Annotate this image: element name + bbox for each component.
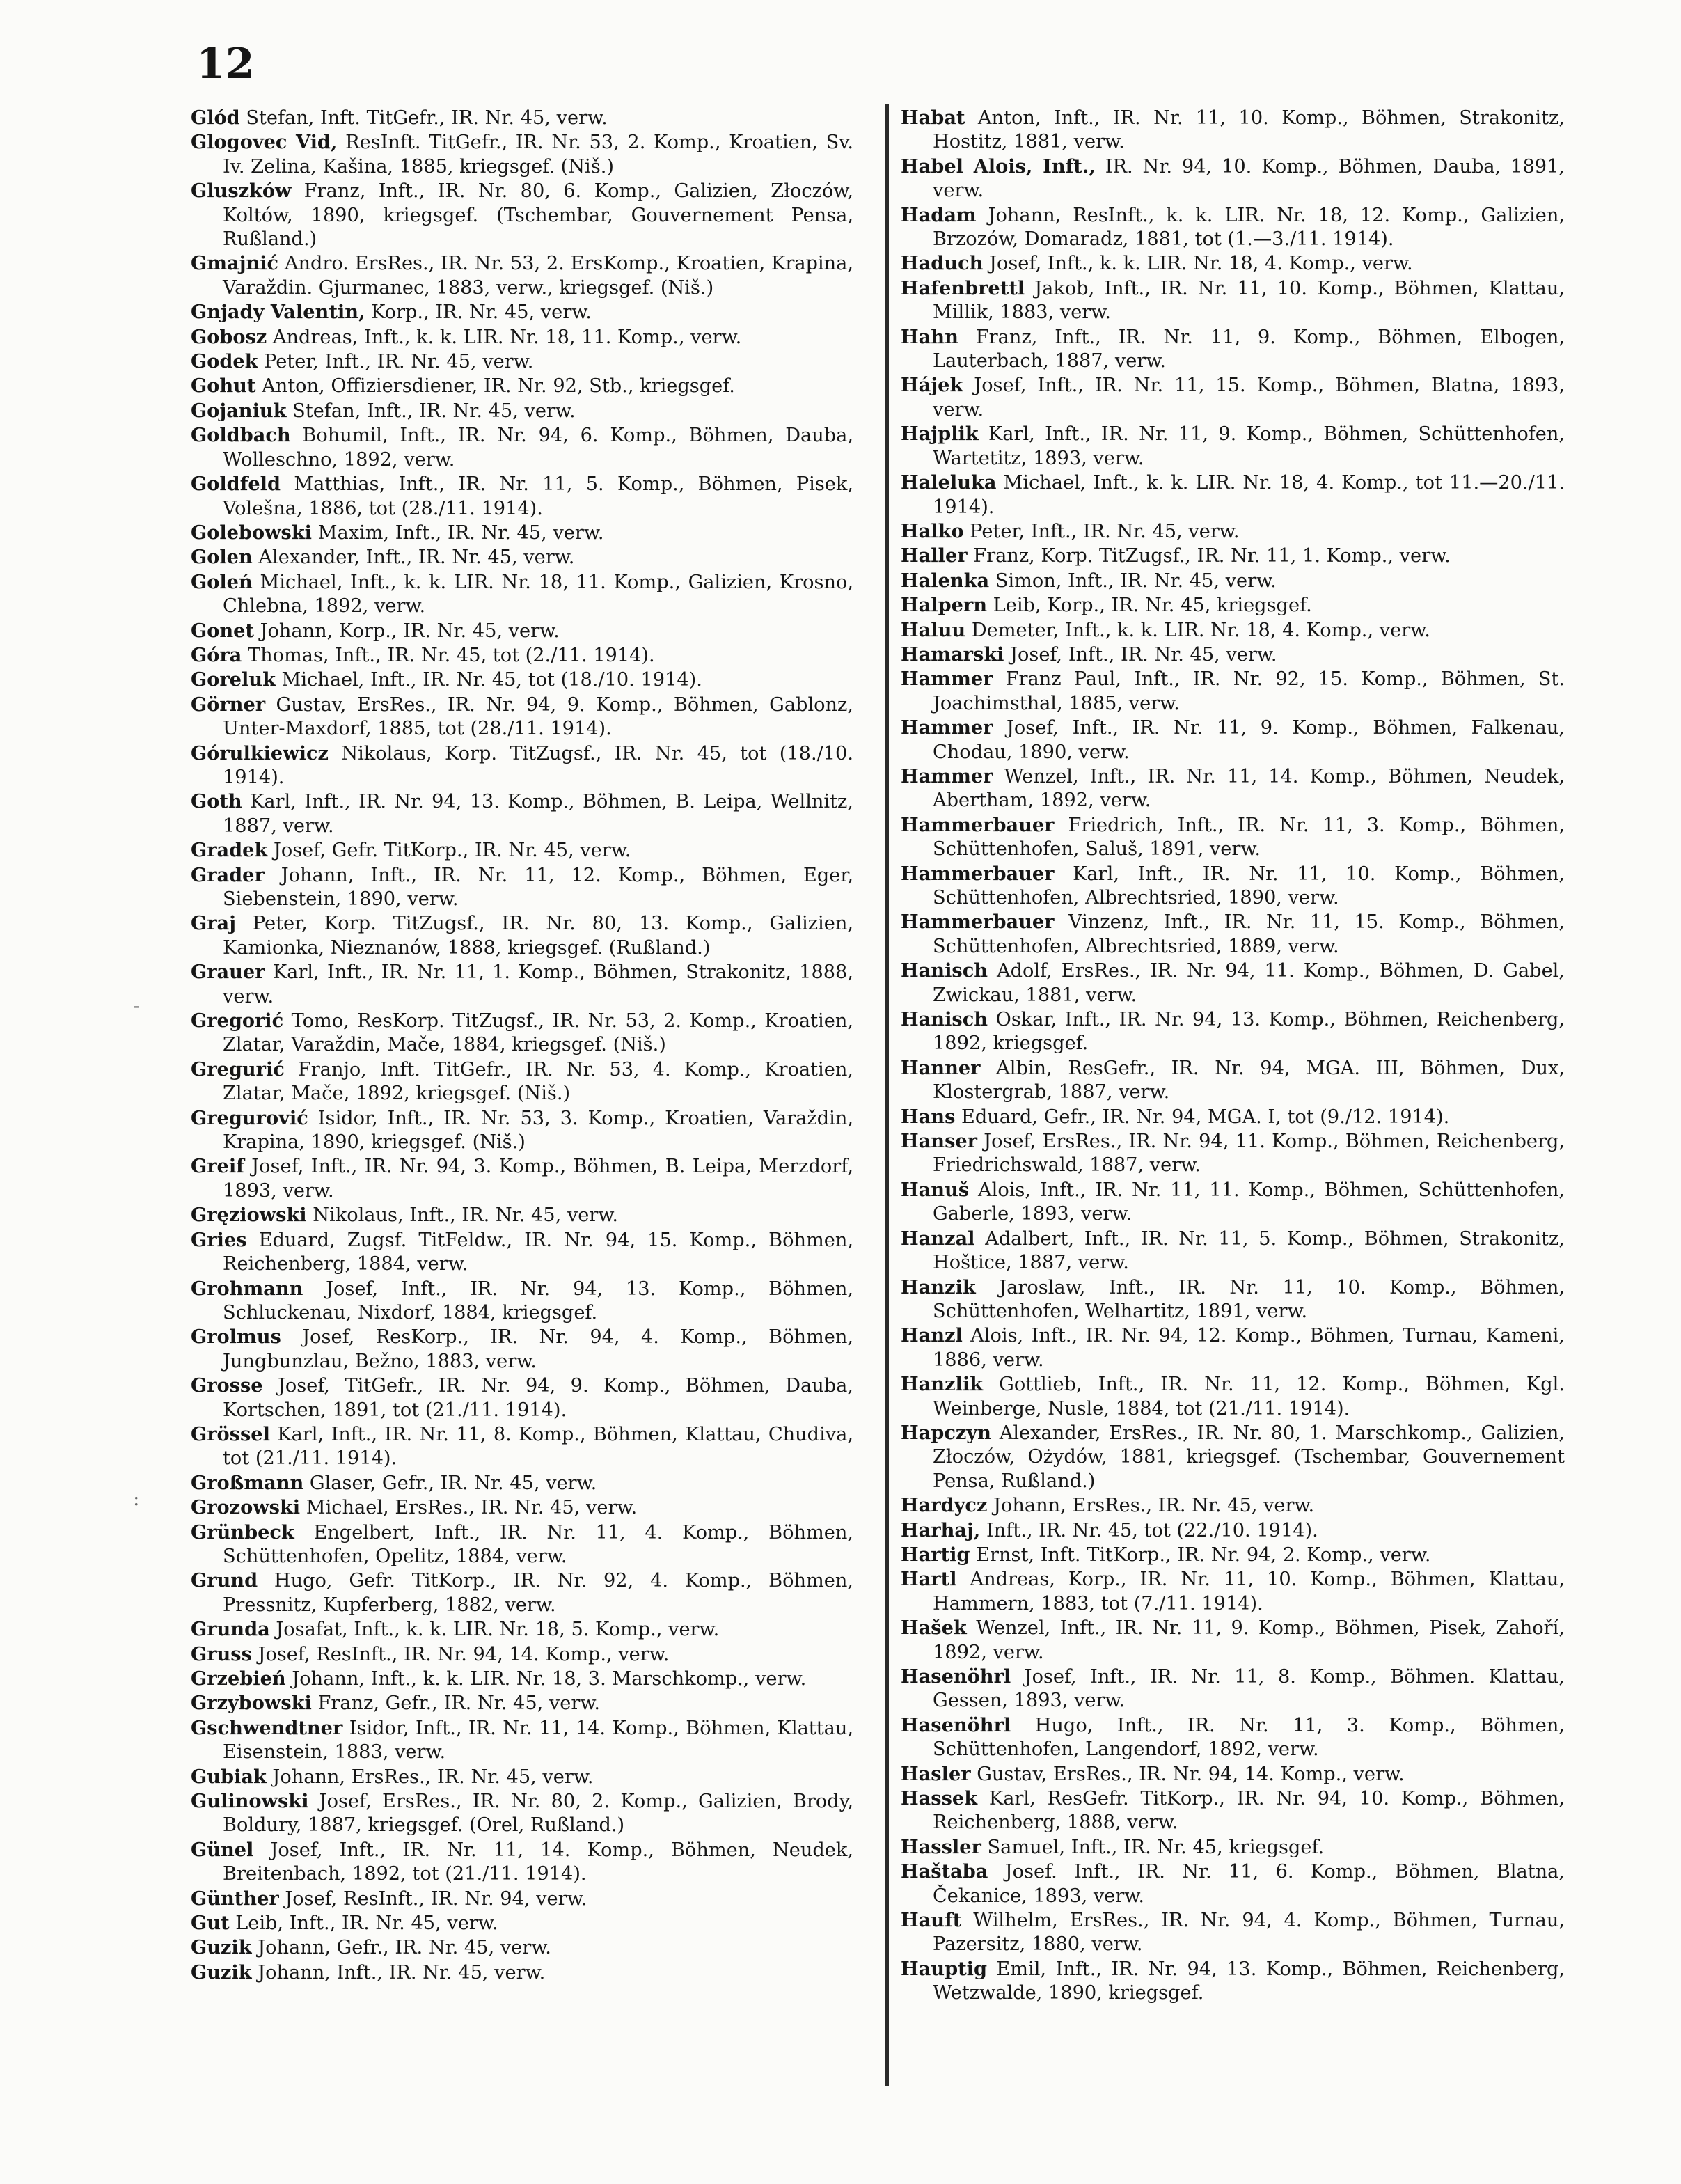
entry-details: Eduard, Zugsf. TitFeldw., IR. Nr. 94, 15. Komp., Böhmen, Reichenberg, 1884, verw. [223, 1229, 853, 1275]
entry-details: Johann, ResInft., k. k. LIR. Nr. 18, 12. Komp., Galizien, Brzozów, Domaradz, 1881, tot (1.—3./11. 1914). [933, 204, 1565, 251]
entry-surname: Hamarski [901, 643, 1004, 666]
entry-details: Karl, Inft., IR. Nr. 11, 8. Komp., Böhmen, Klattau, Chudiva, tot (21./11. 1914). [223, 1423, 853, 1470]
register-entry [901, 276, 1565, 325]
entry-details: Michael, ErsRes., IR. Nr. 45, verw. [300, 1497, 638, 1519]
entry-surname: Hahn [901, 325, 958, 348]
entry-surname: Gradek [191, 839, 268, 862]
entry-details: Josef, Inft., IR. Nr. 11, 14. Komp., Böhmen, Neudek, Breitenbach, 1892, tot (21./11. 1914). [223, 1839, 853, 1885]
register-entry [191, 1325, 853, 1374]
register-entry [191, 1277, 853, 1326]
register-entry [191, 1569, 853, 1617]
register-entry [901, 618, 1565, 643]
register-entry [901, 422, 1565, 471]
entry-surname: Hassler [901, 1835, 981, 1858]
register-entry [901, 1275, 1565, 1324]
register-entry [191, 1521, 853, 1569]
entry-surname: Grauer [191, 961, 265, 984]
entry-surname: Godek [191, 350, 258, 373]
entry-details: Franz, Inft., IR. Nr. 80, 6. Komp., Galizien, Złoczów, Koltów, 1890, kriegsgef. (Tschembar, Gouvernement Pensa, Rußland.) [223, 180, 853, 251]
entry-details: Eduard, Gefr., IR. Nr. 94, MGA. I, tot (9./12. 1914). [955, 1106, 1450, 1128]
entry-surname: Goreluk [191, 668, 276, 691]
register-entry [901, 1323, 1565, 1372]
register-entry [191, 1058, 853, 1106]
entry-details: Andro. ErsRes., IR. Nr. 53, 2. ErsKomp., Kroatien, Krapina, Varaždin. Gjurmanec, 1883, verw., kriegsgef. (Niš.) [223, 253, 853, 299]
entry-details: Engelbert, Inft., IR. Nr. 11, 4. Komp., Böhmen, Schüttenhofen, Opelitz, 1884, verw. [223, 1521, 853, 1567]
entry-surname: Hasler [901, 1762, 971, 1785]
register-entry [191, 1106, 853, 1155]
entry-surname: Halenka [901, 569, 990, 592]
margin-mark-bottom: : [133, 1487, 140, 1510]
entry-surname: Habel Alois, Inft., [901, 155, 1096, 178]
entry-surname: Hammer [901, 764, 993, 787]
entry-surname: Gregurić [191, 1058, 285, 1081]
entry-details: Michael, Inft., IR. Nr. 45, tot (18./10. 1914). [275, 669, 702, 691]
entry-details: Johann, Inft., IR. Nr. 11, 12. Komp., Böhmen, Eger, Siebenstein, 1890, verw. [223, 864, 853, 910]
entry-details: Josef, ResInft., IR. Nr. 94, verw. [278, 1887, 587, 1910]
entry-details: Josef. Inft., IR. Nr. 11, 6. Komp., Böhmen, Blatna, Čekanice, 1893, verw. [933, 1861, 1565, 1907]
entry-details: Leib, Inft., IR. Nr. 45, verw. [229, 1912, 498, 1935]
entry-surname: Hanser [901, 1130, 977, 1153]
register-entry [191, 1716, 853, 1765]
register-entry [901, 1178, 1565, 1227]
register-entry [191, 1617, 853, 1642]
register-entry [191, 911, 853, 960]
entry-surname: Grünbeck [191, 1521, 294, 1543]
entry-surname: Gruss [191, 1642, 252, 1665]
entry-surname: Gonet [191, 619, 254, 642]
register-entry [191, 838, 853, 863]
entry-surname: Hasenöhrl [901, 1713, 1011, 1736]
entry-surname: Górulkiewicz [191, 741, 329, 764]
entry-surname: Hanisch [901, 1008, 988, 1031]
entry-surname: Hájek [901, 374, 963, 397]
entry-details: Maxim, Inft., IR. Nr. 45, verw. [312, 521, 604, 544]
entry-surname: Hanuš [901, 1178, 970, 1201]
entry-surname: Gulinowski [191, 1790, 309, 1813]
register-entry [901, 373, 1565, 422]
register-entry [191, 1935, 853, 1960]
register-entry [191, 545, 853, 569]
register-entry [191, 1422, 853, 1471]
register-entry [901, 593, 1565, 618]
entry-details: Thomas, Inft., IR. Nr. 45, tot (2./11. 1914). [242, 644, 655, 666]
register-entry [901, 1786, 1565, 1835]
entry-details: Hugo, Inft., IR. Nr. 11, 3. Komp., Böhmen, Schüttenhofen, Langendorf, 1892, verw. [933, 1714, 1565, 1761]
register-entry [901, 1762, 1565, 1786]
entry-details: Gustav, ErsRes., IR. Nr. 94, 14. Komp., verw. [970, 1763, 1405, 1785]
register-entry [901, 471, 1565, 519]
register-entry [901, 1908, 1565, 1957]
entry-details: Anton, Offiziersdiener, IR. Nr. 92, Stb., kriegsgef. [255, 375, 735, 398]
entry-details: Johann, Inft., k. k. LIR. Nr. 18, 3. Marschkomp., verw. [285, 1668, 807, 1690]
register-entry [901, 251, 1565, 276]
entry-surname: Haleluka [901, 471, 997, 494]
margin-mark-top: - [133, 994, 140, 1017]
entry-details: Jaroslaw, Inft., IR. Nr. 11, 10. Komp., Böhmen, Schüttenhofen, Welhartitz, 1891, verw. [933, 1276, 1565, 1322]
register-entry [191, 1374, 853, 1422]
entry-surname: Hartl [901, 1568, 957, 1591]
entry-surname: Goldbach [191, 424, 291, 447]
entry-surname: Hasenöhrl [901, 1665, 1011, 1688]
register-entry [191, 1691, 853, 1715]
entry-details: Adolf, ErsRes., IR. Nr. 94, 11. Komp., Böhmen, D. Gabel, Zwickau, 1881, verw. [933, 960, 1565, 1006]
register-entry [901, 813, 1565, 862]
register-entry [191, 570, 853, 619]
entry-surname: Grohmann [191, 1277, 303, 1300]
entry-details: Nikolaus, Inft., IR. Nr. 45, verw. [306, 1204, 618, 1227]
register-entry [901, 1860, 1565, 1908]
register-entry [191, 789, 853, 838]
register-entry [191, 1154, 853, 1203]
register-entry [901, 716, 1565, 764]
entry-details: Bohumil, Inft., IR. Nr. 94, 6. Komp., Böhmen, Dauba, Wolleschno, 1892, verw. [223, 425, 853, 471]
entry-surname: Gojaniuk [191, 399, 287, 422]
entry-details: Andreas, Korp., IR. Nr. 11, 10. Komp., Böhmen, Klattau, Hammern, 1883, tot (7./11. 1914). [933, 1569, 1565, 1615]
register-entry [191, 300, 853, 324]
entry-details: Karl, Inft., IR. Nr. 11, 1. Komp., Böhmen, Strakonitz, 1888, verw. [223, 961, 853, 1007]
entry-surname: Greif [191, 1155, 244, 1178]
entry-surname: Gregurović [191, 1106, 308, 1129]
entry-details: Karl, Inft., IR. Nr. 11, 10. Komp., Böhmen, Schüttenhofen, Albrechtsried, 1890, verw. [933, 863, 1565, 909]
register-entry [901, 959, 1565, 1007]
entry-surname: Gut [191, 1912, 230, 1935]
register-entry [191, 130, 853, 179]
register-entry [191, 251, 853, 300]
entry-details: Josef, Gefr. TitKorp., IR. Nr. 45, verw. [267, 840, 631, 862]
entry-surname: Hajplik [901, 423, 979, 446]
register-entry [191, 349, 853, 374]
register-entry [901, 155, 1565, 203]
entry-details: Friedrich, Inft., IR. Nr. 11, 3. Komp., Böhmen, Schüttenhofen, Saluš, 1891, verw. [933, 814, 1565, 861]
entry-details: Michael, Inft., k. k. LIR. Nr. 18, 4. Komp., tot 11.—20./11. 1914). [933, 472, 1565, 518]
entry-surname: Hammer [901, 668, 993, 691]
register-entry [191, 1667, 853, 1691]
entry-details: Alexander, Inft., IR. Nr. 45, verw. [252, 547, 575, 569]
entry-surname: Grozowski [191, 1496, 301, 1519]
entry-surname: Habat [901, 107, 965, 129]
entry-details: Johann, Inft., IR. Nr. 45, verw. [251, 1961, 546, 1983]
register-entry [191, 472, 853, 521]
register-entry [901, 106, 1565, 155]
entry-details: Stefan, Inft., IR. Nr. 45, verw. [286, 400, 576, 422]
register-entry [901, 1372, 1565, 1421]
entry-details: Josef, ResInft., IR. Nr. 94, 14. Komp., verw. [251, 1643, 670, 1665]
entry-details: Matthias, Inft., IR. Nr. 11, 5. Komp., Böhmen, Pisek, Volešna, 1886, tot (28./11. 1914). [223, 473, 853, 519]
register-entry [901, 764, 1565, 813]
register-entry [191, 106, 853, 130]
entry-details: Korp., IR. Nr. 45, verw. [365, 301, 592, 324]
register-entry [191, 693, 853, 741]
entry-surname: Hardycz [901, 1494, 988, 1517]
entry-surname: Grzebień [191, 1667, 286, 1690]
entry-surname: Hanzik [901, 1275, 976, 1298]
entry-details: Josafat, Inft., k. k. LIR. Nr. 18, 5. Komp., verw. [269, 1619, 720, 1641]
entry-details: Glaser, Gefr., IR. Nr. 45, verw. [303, 1472, 597, 1494]
entry-details: Josef, Inft., IR. Nr. 11, 15. Komp., Böhmen, Blatna, 1893, verw. [933, 375, 1565, 421]
entry-details: Michael, Inft., k. k. LIR. Nr. 18, 11. Komp., Galizien, Krosno, Chlebna, 1892, verw. [223, 571, 853, 618]
entry-details: Karl, ResGefr. TitKorp., IR. Nr. 94, 10. Komp., Böhmen, Reichenberg, 1888, verw. [933, 1788, 1565, 1834]
entry-surname: Grunda [191, 1618, 270, 1641]
entry-surname: Graj [191, 912, 236, 935]
entry-details: Isidor, Inft., IR. Nr. 11, 14. Komp., Böhmen, Klattau, Eisenstein, 1883, verw. [223, 1717, 853, 1763]
entry-surname: Gohut [191, 375, 256, 398]
entry-details: Josef, Inft., IR. Nr. 45, verw. [1004, 643, 1277, 666]
entry-surname: Grössel [191, 1422, 270, 1445]
register-entry [901, 1129, 1565, 1178]
entry-surname: Guzik [191, 1936, 252, 1959]
entry-surname: Hanisch [901, 959, 988, 982]
register-entry [901, 667, 1565, 716]
entry-details: ResInft. TitGefr., IR. Nr. 53, 2. Komp., Kroatien, Sv. Iv. Zelina, Kašina, 1885, kriegsgef. (Niš.) [223, 132, 854, 178]
entry-surname: Gregorić [191, 1009, 284, 1032]
entry-details: Gustav, ErsRes., IR. Nr. 94, 9. Komp., Böhmen, Gablonz, Unter-Maxdorf, 1885, tot (28./11. 1914). [223, 693, 853, 740]
entry-details: Adalbert, Inft., IR. Nr. 11, 5. Komp., Böhmen, Strakonitz, Hoštice, 1887, verw. [933, 1227, 1565, 1274]
register-entry [191, 1887, 853, 1911]
entry-details: Tomo, ResKorp. TitZugsf., IR. Nr. 53, 2. Komp., Kroatien, Zlatar, Varaždin, Mače, 1884, kriegsgef. (Niš.) [223, 1010, 853, 1056]
register-entry [901, 862, 1565, 911]
register-entry [191, 1838, 853, 1887]
entry-surname: Hammerbauer [901, 862, 1055, 885]
entry-surname: Gluszków [191, 180, 292, 203]
entry-details: Oskar, Inft., IR. Nr. 94, 13. Komp., Böhmen, Reichenberg, 1892, kriegsgef. [933, 1009, 1565, 1055]
entry-details: Josef, TitGefr., IR. Nr. 94, 9. Komp., Böhmen, Dauba, Kortschen, 1891, tot (21./11. 1914). [223, 1375, 853, 1421]
entry-surname: Harhaj, [901, 1518, 981, 1541]
register-entry [191, 668, 853, 692]
entry-surname: Glogovec Vid, [191, 131, 338, 154]
entry-surname: Grolmus [191, 1326, 281, 1349]
entry-details: Leib, Korp., IR. Nr. 45, kriegsgef. [987, 595, 1312, 617]
entry-details: Ernst, Inft. TitKorp., IR. Nr. 94, 2. Komp., verw. [970, 1543, 1431, 1566]
register-entry [901, 1227, 1565, 1275]
register-entry [191, 1961, 853, 1985]
entry-surname: Hammer [901, 716, 993, 739]
entry-details: Josef, Inft., k. k. LIR. Nr. 18, 4. Komp., verw. [983, 253, 1413, 275]
entry-details: Vinzenz, Inft., IR. Nr. 11, 15. Komp., Böhmen, Schüttenhofen, Albrechtsried, 1889, verw. [933, 911, 1565, 957]
register-entry [191, 741, 853, 790]
entry-details: Isidor, Inft., IR. Nr. 53, 3. Komp., Kroatien, Varaždin, Krapina, 1890, kriegsgef. (Niš.) [223, 1107, 853, 1154]
register-entry [901, 544, 1565, 568]
entry-surname: Goldfeld [191, 473, 281, 496]
register-entry [901, 1835, 1565, 1860]
register-entry [191, 1495, 853, 1520]
entry-surname: Guzik [191, 1961, 252, 1983]
entry-details: Josef, ErsRes., IR. Nr. 94, 11. Komp., Böhmen, Reichenberg, Friedrichswald, 1887, verw. [933, 1131, 1565, 1177]
entry-details: Alexander, ErsRes., IR. Nr. 80, 1. Marschkomp., Galizien, Złoczów, Ożydów, 1881, kriegsgef. (Tschembar, Gouvernement Pensa, Rußland.) [933, 1422, 1565, 1492]
entry-surname: Halpern [901, 594, 988, 617]
entry-details: Simon, Inft., IR. Nr. 45, verw. [989, 569, 1277, 592]
entry-surname: Hapczyn [901, 1421, 991, 1444]
entry-surname: Gnjady Valentin, [191, 301, 365, 324]
entry-surname: Góra [191, 643, 242, 666]
entry-surname: Günel [191, 1838, 254, 1861]
entry-details: Josef, ErsRes., IR. Nr. 80, 2. Komp., Galizien, Brody, Boldury, 1887, kriegsgef. (Orel, Rußland.) [223, 1791, 853, 1837]
register-entry [191, 1471, 853, 1495]
entry-surname: Goth [191, 790, 242, 813]
entry-details: IR. Nr. 94, 10. Komp., Böhmen, Dauba, 1891, verw. [933, 155, 1565, 202]
register-entry [191, 423, 853, 472]
entry-details: Wilhelm, ErsRes., IR. Nr. 94, 4. Komp., Böhmen, Turnau, Pazersitz, 1880, verw. [933, 1910, 1565, 1956]
entry-surname: Günther [191, 1887, 279, 1910]
entry-details: Johann, Korp., IR. Nr. 45, verw. [253, 620, 560, 642]
register-entry [191, 1009, 853, 1058]
entry-details: Alois, Inft., IR. Nr. 11, 11. Komp., Böhmen, Schüttenhofen, Gaberle, 1893, verw. [933, 1179, 1565, 1225]
entry-details: Karl, Inft., IR. Nr. 94, 13. Komp., Böhmen, B. Leipa, Wellnitz, 1887, verw. [223, 791, 853, 837]
entry-surname: Hanzl [901, 1324, 963, 1347]
entry-details: Samuel, Inft., IR. Nr. 45, kriegsgef. [981, 1836, 1325, 1858]
entry-details: Franz, Gefr., IR. Nr. 45, verw. [311, 1692, 601, 1715]
entry-surname: Hauft [901, 1909, 962, 1932]
entry-details: Alois, Inft., IR. Nr. 94, 12. Komp., Böhmen, Turnau, Kameni, 1886, verw. [933, 1325, 1565, 1371]
entry-surname: Gmajnić [191, 252, 279, 275]
entry-surname: Hassek [901, 1787, 978, 1810]
entry-surname: Grosse [191, 1374, 263, 1397]
entry-surname: Hans [901, 1105, 956, 1128]
entry-details: Stefan, Inft. TitGefr., IR. Nr. 45, verw. [239, 107, 608, 129]
entry-surname: Hanzlik [901, 1373, 984, 1396]
register-entry [901, 1493, 1565, 1518]
register-entry [191, 1789, 853, 1838]
entry-surname: Hauptig [901, 1957, 987, 1980]
register-entry [901, 519, 1565, 544]
entry-details: Emil, Inft., IR. Nr. 94, 13. Komp., Böhmen, Reichenberg, Wetzwalde, 1890, kriegsgef. [933, 1958, 1565, 2004]
entry-surname: Goleń [191, 570, 253, 593]
entry-details: Inft., IR. Nr. 45, tot (22./10. 1914). [980, 1519, 1318, 1541]
entry-surname: Gubiak [191, 1765, 267, 1788]
entry-details: Peter, Korp. TitZugsf., IR. Nr. 80, 13. Komp., Galizien, Kamionka, Nieznanów, 1888, kriegsgef. (Rußland.) [223, 913, 853, 959]
register-entry [901, 1105, 1565, 1129]
entry-details: Franz, Inft., IR. Nr. 11, 9. Komp., Böhmen, Elbogen, Lauterbach, 1887, verw. [933, 326, 1565, 372]
register-entry [901, 1713, 1565, 1762]
entry-details: Anton, Inft., IR. Nr. 11, 10. Komp., Böhmen, Strakonitz, Hostitz, 1881, verw. [933, 107, 1565, 153]
left-column [191, 106, 853, 1985]
entry-details: Josef, Inft., IR. Nr. 94, 3. Komp., Böhmen, B. Leipa, Merzdorf, 1893, verw. [223, 1156, 853, 1202]
register-entry [191, 179, 853, 251]
register-entry [901, 1056, 1565, 1105]
entry-details: Demeter, Inft., k. k. LIR. Nr. 18, 4. Komp., verw. [965, 619, 1430, 641]
register-entry [901, 203, 1565, 252]
register-entry [901, 1007, 1565, 1056]
entry-surname: Glód [191, 107, 240, 129]
register-entry [191, 1642, 853, 1667]
entry-details: Gottlieb, Inft., IR. Nr. 11, 12. Komp., Böhmen, Kgl. Weinberge, Nusle, 1884, tot (21./11. 1914). [933, 1374, 1565, 1420]
entry-surname: Haluu [901, 618, 966, 641]
entry-surname: Grund [191, 1569, 258, 1592]
entry-details: Johann, ErsRes., IR. Nr. 45, verw. [266, 1766, 594, 1788]
register-entry [191, 1203, 853, 1227]
entry-details: Peter, Inft., IR. Nr. 45, verw. [258, 351, 534, 373]
entry-surname: Golebowski [191, 521, 312, 544]
entry-details: Nikolaus, Korp. TitZugsf., IR. Nr. 45, tot (18./10. 1914). [223, 742, 853, 788]
entry-surname: Hafenbrettl [901, 276, 1025, 299]
register-entry [191, 374, 853, 398]
entry-details: Peter, Inft., IR. Nr. 45, verw. [963, 520, 1240, 542]
entry-details: Franjo, Inft. TitGefr., IR. Nr. 53, 4. Komp., Kroatien, Zlatar, Mače, 1892, kriegsgef. (Niš.) [223, 1058, 853, 1105]
entry-details: Johann, ErsRes., IR. Nr. 45, verw. [987, 1495, 1315, 1517]
register-entry [901, 1543, 1565, 1567]
register-entry [901, 643, 1565, 667]
entry-details: Franz, Korp. TitZugsf., IR. Nr. 11, 1. Komp., verw. [967, 545, 1451, 567]
entry-surname: Gobosz [191, 325, 267, 348]
register-entry [901, 325, 1565, 374]
register-entry [191, 399, 853, 423]
entry-details: Josef, Inft., IR. Nr. 94, 13. Komp., Böhmen, Schluckenau, Nixdorf, 1884, kriegsgef. [223, 1278, 853, 1323]
register-entry [191, 863, 853, 912]
entry-details: Hugo, Gefr. TitKorp., IR. Nr. 92, 4. Komp., Böhmen, Pressnitz, Kupferberg, 1882, verw. [223, 1570, 853, 1616]
register-entry [191, 1228, 853, 1277]
entry-surname: Haller [901, 544, 968, 567]
entry-surname: Görner [191, 693, 266, 716]
register-entry [191, 1765, 853, 1789]
right-column [901, 106, 1565, 2006]
entry-surname: Hadam [901, 203, 977, 226]
entry-surname: Hammerbauer [901, 813, 1055, 836]
register-entry [901, 1616, 1565, 1665]
entry-details: Franz Paul, Inft., IR. Nr. 92, 15. Komp., Böhmen, St. Joachimsthal, 1885, verw. [933, 668, 1565, 714]
register-entry [191, 643, 853, 668]
column-divider [885, 104, 889, 2086]
register-entry [191, 325, 853, 349]
register-entry [191, 1911, 853, 1935]
entry-surname: Großmann [191, 1471, 304, 1494]
register-entry [191, 521, 853, 545]
register-entry [901, 1567, 1565, 1616]
entry-details: Jakob, Inft., IR. Nr. 11, 10. Komp., Böhmen, Klattau, Millik, 1883, verw. [933, 277, 1565, 324]
register-entry [901, 1421, 1565, 1493]
page-number: 12 [196, 40, 255, 88]
entry-surname: Gschwendtner [191, 1716, 343, 1739]
entry-surname: Grzybowski [191, 1692, 312, 1715]
entry-details: Albin, ResGefr., IR. Nr. 94, MGA. III, Böhmen, Dux, Klostergrab, 1887, verw. [933, 1057, 1565, 1103]
entry-surname: Haduch [901, 252, 984, 275]
entry-details: Josef, Inft., IR. Nr. 11, 8. Komp., Böhmen. Klattau, Gessen, 1893, verw. [933, 1666, 1565, 1712]
entry-surname: Halko [901, 519, 964, 542]
entry-surname: Gries [191, 1228, 247, 1251]
register-entry [901, 910, 1565, 959]
entry-surname: Hašek [901, 1617, 967, 1640]
register-entry [901, 1665, 1565, 1713]
entry-surname: Gręziowski [191, 1204, 307, 1227]
entry-details: Josef, ResKorp., IR. Nr. 94, 4. Komp., Böhmen, Jungbunzlau, Bežno, 1883, verw. [223, 1326, 853, 1372]
entry-surname: Grader [191, 863, 265, 886]
entry-details: Karl, Inft., IR. Nr. 11, 9. Komp., Böhmen, Schüttenhofen, Wartetitz, 1893, verw. [933, 423, 1565, 469]
entry-surname: Hanner [901, 1056, 981, 1079]
entry-details: Johann, Gefr., IR. Nr. 45, verw. [251, 1937, 551, 1959]
register-entry [901, 569, 1565, 593]
register-entry [191, 960, 853, 1009]
entry-surname: Hartig [901, 1543, 970, 1566]
register-entry [901, 1518, 1565, 1543]
entry-details: Wenzel, Inft., IR. Nr. 11, 9. Komp., Böhmen, Pisek, Zahoří, 1892, verw. [933, 1617, 1565, 1663]
entry-details: Josef, Inft., IR. Nr. 11, 9. Komp., Böhmen, Falkenau, Chodau, 1890, verw. [933, 717, 1565, 763]
entry-details: Wenzel, Inft., IR. Nr. 11, 14. Komp., Böhmen, Neudek, Abertham, 1892, verw. [933, 765, 1565, 812]
entry-surname: Hanzal [901, 1227, 975, 1250]
entry-details: Andreas, Inft., k. k. LIR. Nr. 18, 11. Komp., verw. [267, 326, 742, 348]
entry-surname: Hammerbauer [901, 911, 1055, 934]
entry-surname: Golen [191, 546, 253, 569]
entry-surname: Haštaba [901, 1860, 988, 1883]
register-entry [901, 1957, 1565, 2006]
register-entry [191, 619, 853, 643]
